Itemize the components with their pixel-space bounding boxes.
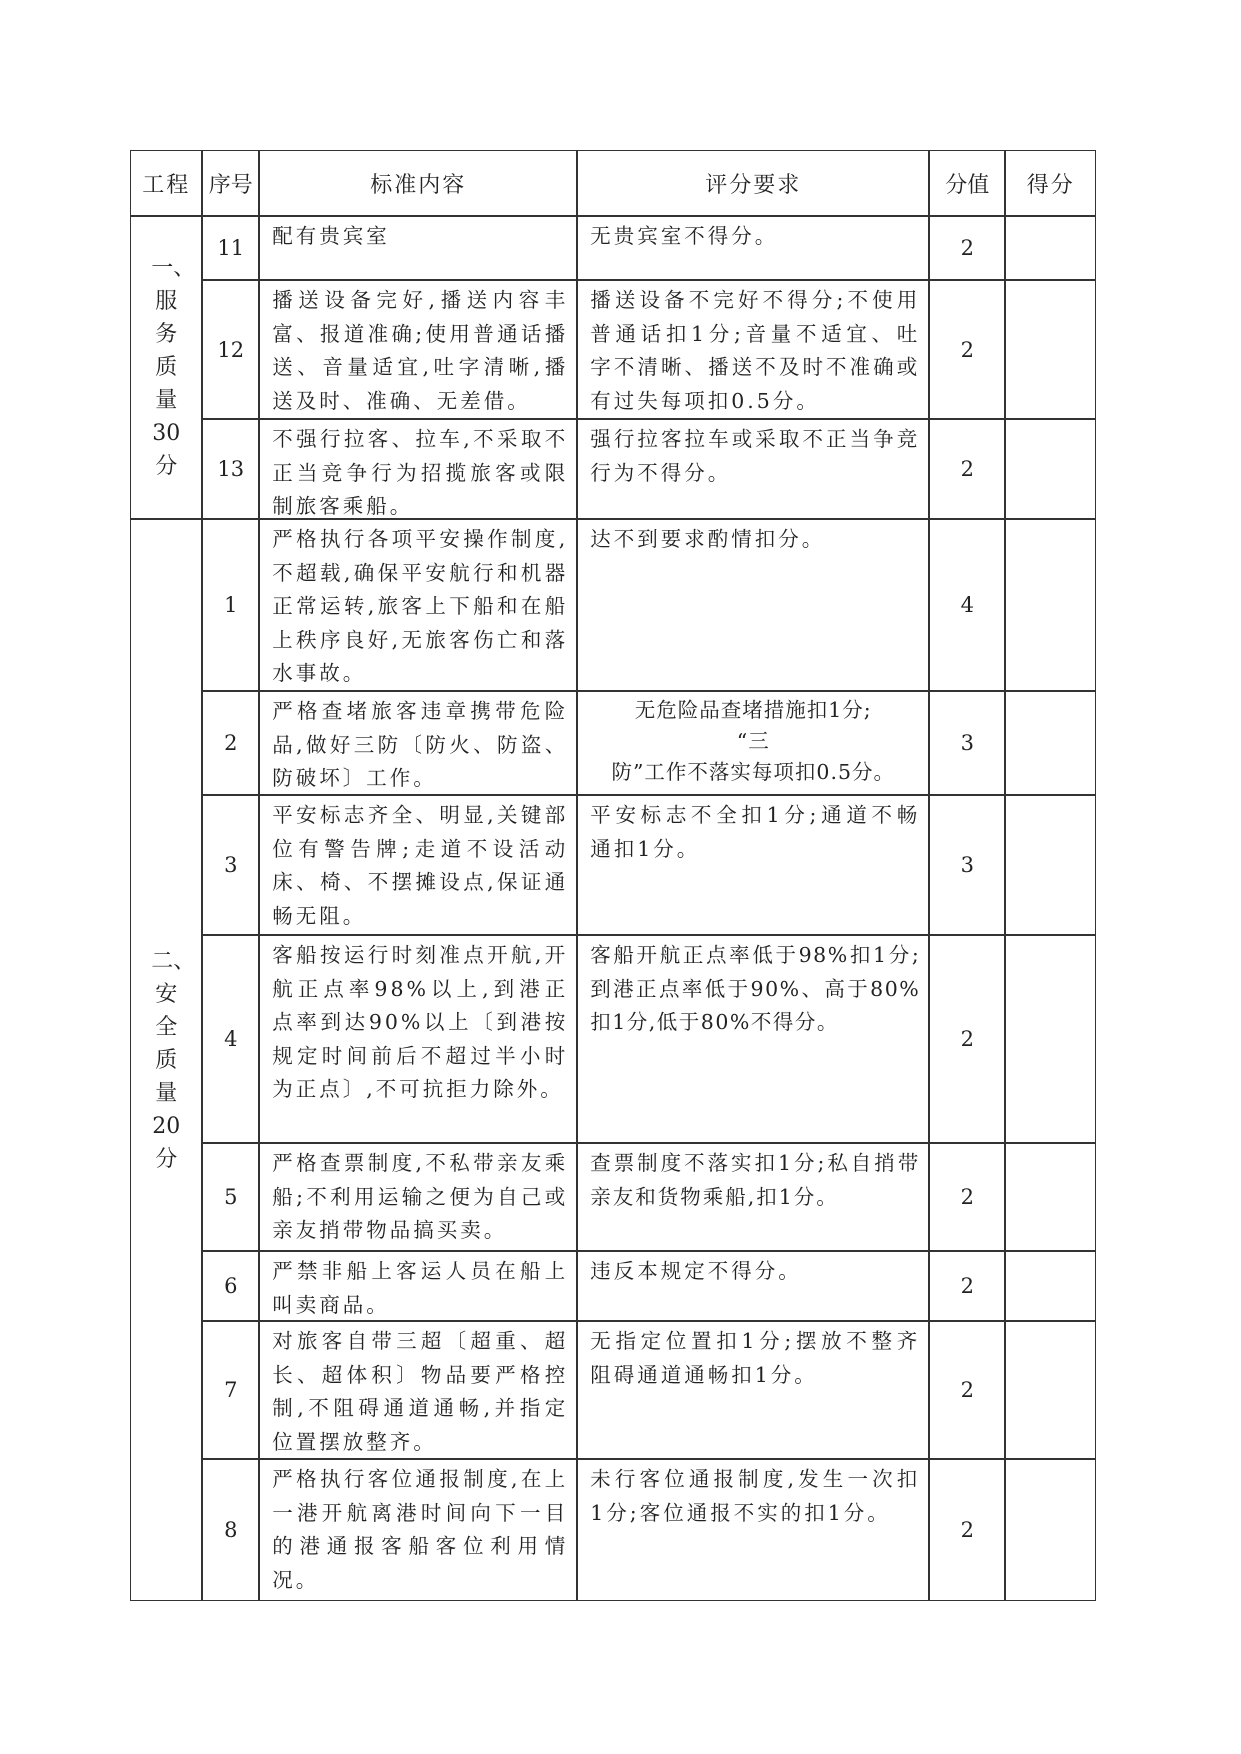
section-label-text: 一、服务质量30分 bbox=[151, 256, 196, 480]
row-content: 播送设备完好,播送内容丰富、报道准确;使用普通话播送、音量适宜,吐字清晰,播送及时、准确、无差借。 bbox=[259, 280, 577, 419]
header-section: 工程 bbox=[130, 150, 202, 216]
row-score bbox=[1005, 419, 1096, 519]
row-content: 客船按运行时刻准点开航,开航正点率98%以上,到港正点率到达90%以上〔到港按规定时间前后不超过半小时为正点〕,不可抗拒力除外。 bbox=[259, 935, 577, 1143]
row-number: 4 bbox=[202, 935, 259, 1143]
row-score bbox=[1005, 1251, 1096, 1321]
row-content: 严格查堵旅客违章携带危险品,做好三防〔防火、防盗、防破坏〕工作。 bbox=[259, 691, 577, 795]
row-number: 2 bbox=[202, 691, 259, 795]
row-score bbox=[1005, 691, 1096, 795]
row-points: 2 bbox=[929, 419, 1005, 519]
row-content: 严格查票制度,不私带亲友乘船;不利用运输之便为自己或亲友捎带物品搞买卖。 bbox=[259, 1143, 577, 1251]
header-number: 序号 bbox=[202, 150, 259, 216]
row-number: 13 bbox=[202, 419, 259, 519]
row-points: 2 bbox=[929, 280, 1005, 419]
row-number: 12 bbox=[202, 280, 259, 419]
row-requirement: 达不到要求酌情扣分。 bbox=[577, 519, 929, 691]
row-requirement: 播送设备不完好不得分;不使用普通话扣1分;音量不适宜、吐字不清晰、播送不及时不准确或有过失每项扣0.5分。 bbox=[577, 280, 929, 419]
row-points: 3 bbox=[929, 795, 1005, 935]
row-score bbox=[1005, 280, 1096, 419]
row-points: 2 bbox=[929, 935, 1005, 1143]
row-points: 2 bbox=[929, 1251, 1005, 1321]
section-label bbox=[130, 216, 202, 519]
row-number: 11 bbox=[202, 216, 259, 280]
row-points: 2 bbox=[929, 1459, 1005, 1601]
row-score bbox=[1005, 935, 1096, 1143]
row-requirement: 客船开航正点率低于98%扣1分;到港正点率低于90%、高于80%扣1分,低于80%不得分。 bbox=[577, 935, 929, 1143]
row-score bbox=[1005, 1459, 1096, 1601]
row-score bbox=[1005, 795, 1096, 935]
row-content: 对旅客自带三超〔超重、超长、超体积〕物品要严格控制,不阻碍通道通畅,并指定位置摆放整齐。 bbox=[259, 1321, 577, 1459]
row-requirement: 未行客位通报制度,发生一次扣1分;客位通报不实的扣1分。 bbox=[577, 1459, 929, 1601]
section-label bbox=[130, 519, 202, 1601]
row-score bbox=[1005, 1321, 1096, 1459]
header-points: 分值 bbox=[929, 150, 1005, 216]
row-requirement: 违反本规定不得分。 bbox=[577, 1251, 929, 1321]
row-points: 2 bbox=[929, 216, 1005, 280]
row-content: 不强行拉客、拉车,不采取不正当竞争行为招揽旅客或限制旅客乘船。 bbox=[259, 419, 577, 519]
row-score bbox=[1005, 216, 1096, 280]
row-requirement: 查票制度不落实扣1分;私自捎带亲友和货物乘船,扣1分。 bbox=[577, 1143, 929, 1251]
row-requirement: 无指定位置扣1分;摆放不整齐阻碍通道通畅扣1分。 bbox=[577, 1321, 929, 1459]
row-number: 3 bbox=[202, 795, 259, 935]
row-number: 5 bbox=[202, 1143, 259, 1251]
row-content: 配有贵宾室 bbox=[259, 216, 577, 280]
row-number: 8 bbox=[202, 1459, 259, 1601]
row-number: 7 bbox=[202, 1321, 259, 1459]
header-content: 标准内容 bbox=[259, 150, 577, 216]
row-points: 2 bbox=[929, 1321, 1005, 1459]
header-requirement: 评分要求 bbox=[577, 150, 929, 216]
row-content: 严格执行各项平安操作制度,不超载,确保平安航行和机器正常运转,旅客上下船和在船上秩序良好,无旅客伤亡和落水事故。 bbox=[259, 519, 577, 691]
row-number: 6 bbox=[202, 1251, 259, 1321]
row-requirement: 无危险品查堵措施扣1分; “三 防”工作不落实每项扣0.5分。 bbox=[577, 691, 929, 795]
header-score: 得分 bbox=[1005, 150, 1096, 216]
row-points: 2 bbox=[929, 1143, 1005, 1251]
row-score bbox=[1005, 519, 1096, 691]
row-number: 1 bbox=[202, 519, 259, 691]
row-requirement: 强行拉客拉车或采取不正当争竞行为不得分。 bbox=[577, 419, 929, 519]
row-content: 严格执行客位通报制度,在上一港开航离港时间向下一目的港通报客船客位利用情况。 bbox=[259, 1459, 577, 1601]
row-content: 严禁非船上客运人员在船上叫卖商品。 bbox=[259, 1251, 577, 1321]
row-content: 平安标志齐全、明显,关键部位有警告牌;走道不设活动床、椅、不摆摊设点,保证通畅无阻。 bbox=[259, 795, 577, 935]
row-points: 4 bbox=[929, 519, 1005, 691]
row-points: 3 bbox=[929, 691, 1005, 795]
row-score bbox=[1005, 1143, 1096, 1251]
row-requirement: 平安标志不全扣1分;通道不畅通扣1分。 bbox=[577, 795, 929, 935]
section-label-text: 二、安全质量20分 bbox=[151, 948, 196, 1172]
row-requirement: 无贵宾室不得分。 bbox=[577, 216, 929, 280]
